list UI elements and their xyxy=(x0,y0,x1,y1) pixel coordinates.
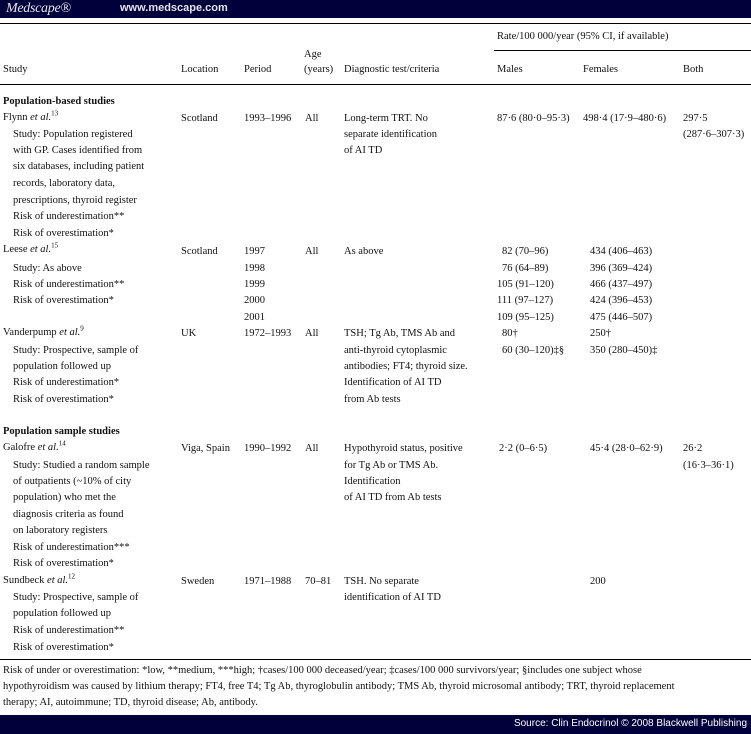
diag-line: Hypothyroid status, positive xyxy=(344,443,463,454)
diag-line: Long-term TRT. No xyxy=(344,113,428,124)
footnote-line: hypothyroidism was caused by lithium therapy; FT4, free T4; Tg Ab, thyroglobulin antibody; TMS Ab, thyroid microsomal antibody; TRT, thyroid replacement xyxy=(3,681,675,692)
diag-line: for Tg Ab or TMS Ab. xyxy=(344,460,439,471)
col-diagnostic: Diagnostic test/criteria xyxy=(344,64,440,75)
age-cell: All xyxy=(305,113,319,124)
females-cell: 466 (437–497) xyxy=(590,279,653,290)
study-detail: Study: Population registered xyxy=(13,129,133,140)
study-detail: Risk of underestimation** xyxy=(13,211,125,222)
col-males: Males xyxy=(497,64,523,75)
females-cell: 434 (406–463) xyxy=(590,246,653,257)
col-location: Location xyxy=(181,64,219,75)
footnote-line: therapy; AI, autoimmune; TD, thyroid disease; Ab, antibody. xyxy=(3,697,258,708)
footnote-line: Risk of under or overestimation: *low, **medium, ***high; †cases/100 000 deceased/year; ‡cases/100 000 survivors/year; §includes one subject whose xyxy=(3,665,642,676)
period-cell: 2001 xyxy=(244,312,265,323)
diag-line: from Ab tests xyxy=(344,394,401,405)
diag-line: of AI TD xyxy=(344,145,383,156)
header-bar xyxy=(0,0,751,18)
diag-line: As above xyxy=(344,246,384,257)
study-detail: population followed up xyxy=(13,608,111,619)
source-bar xyxy=(0,715,751,734)
period-cell: 2000 xyxy=(244,295,265,306)
location-cell: Sweden xyxy=(181,576,215,587)
study-name: Flynn et al.$^{13}$ xyxy=(3,109,59,123)
males-cell: 82 (70–96) xyxy=(502,246,549,257)
females-cell: 350 (280–450)‡ xyxy=(590,345,658,356)
study-detail: Risk of overestimation* xyxy=(13,558,114,569)
both-cell: (287·6–307·3) xyxy=(683,129,745,140)
study-detail: Study: Prospective, sample of xyxy=(13,345,139,356)
males-cell: 2·2 (0–6·5) xyxy=(499,443,548,454)
study-detail: Study: Studied a random sample xyxy=(13,460,150,471)
section-heading: Population-based studies xyxy=(3,96,115,107)
study-detail: Risk of overestimation* xyxy=(13,228,114,239)
age-cell: All xyxy=(305,246,319,257)
period-cell: 1999 xyxy=(244,279,265,290)
males-cell: 60 (30–120)‡§ xyxy=(502,345,565,356)
diag-line: antibodies; FT4; thyroid size. xyxy=(344,361,468,372)
diag-line: TSH; Tg Ab, TMS Ab and xyxy=(344,328,456,339)
study-detail: population followed up xyxy=(13,361,111,372)
table-bottom-rule xyxy=(0,659,751,660)
period-cell: 1997 xyxy=(244,246,265,257)
study-detail: population) who met the xyxy=(13,492,116,503)
rate-group-rule xyxy=(494,50,751,51)
header-bottom-rule xyxy=(0,84,751,85)
females-cell: 45·4 (28·0–62·9) xyxy=(590,443,663,454)
study-detail: Risk of underestimation* xyxy=(13,377,120,388)
medscape-logo[interactable]: Medscape® xyxy=(6,1,71,16)
col-age-line2: (years) xyxy=(304,64,334,75)
study-detail: Risk of overestimation* xyxy=(13,394,114,405)
diag-line: anti-thyroid cytoplasmic xyxy=(344,345,447,356)
males-cell: 87·6 (80·0–95·3) xyxy=(497,113,570,124)
females-cell: 200 xyxy=(590,576,606,587)
diag-line: identification of AI TD xyxy=(344,592,441,603)
study-detail: diagnosis criteria as found xyxy=(13,509,124,520)
col-age-line1: Age xyxy=(304,49,322,60)
study-detail: Study: As above xyxy=(13,263,82,274)
females-cell: 250† xyxy=(590,328,611,339)
study-detail: Risk of underestimation** xyxy=(13,279,125,290)
study-detail: on laboratory registers xyxy=(13,525,108,536)
col-study: Study xyxy=(3,64,28,75)
table-top-rule xyxy=(0,23,751,24)
study-detail: of outpatients (~10% of city xyxy=(13,476,132,487)
both-cell: 26·2 xyxy=(683,443,703,454)
col-females: Females xyxy=(583,64,618,75)
males-cell: 76 (64–89) xyxy=(502,263,549,274)
study-detail: prescriptions, thyroid register xyxy=(13,195,137,206)
study-name: Vanderpump et al.$^9$ xyxy=(3,324,84,338)
diag-line: Identification xyxy=(344,476,401,487)
age-cell: All xyxy=(305,328,319,339)
col-period: Period xyxy=(244,64,272,75)
location-cell: Scotland xyxy=(181,246,218,257)
study-detail: with GP. Cases identified from xyxy=(13,145,143,156)
males-cell: 105 (91–120) xyxy=(497,279,554,290)
study-detail: records, laboratory data, xyxy=(13,178,116,189)
location-cell: UK xyxy=(181,328,197,339)
females-cell: 475 (446–507) xyxy=(590,312,653,323)
study-detail: Risk of underestimation*** xyxy=(13,542,130,553)
age-cell: 70–81 xyxy=(305,576,332,587)
females-cell: 396 (369–424) xyxy=(590,263,653,274)
females-cell: 498·4 (17·9–480·6) xyxy=(583,113,667,124)
females-cell: 424 (396–453) xyxy=(590,295,653,306)
both-cell: (16·3–36·1) xyxy=(683,460,734,471)
col-both: Both xyxy=(683,64,704,75)
study-name: Sundbeck et al.$^{12}$ xyxy=(3,572,76,586)
period-cell: 1998 xyxy=(244,263,265,274)
location-cell: Scotland xyxy=(181,113,218,124)
period-cell: 1971–1988 xyxy=(244,576,292,587)
males-cell: 111 (97–127) xyxy=(497,295,554,306)
source-credit: Source: Clin Endocrinol © 2008 Blackwell Publishing xyxy=(513,718,747,729)
period-cell: 1972–1993 xyxy=(244,328,292,339)
males-cell: 109 (95–125) xyxy=(497,312,554,323)
period-cell: 1993–1996 xyxy=(244,113,292,124)
males-cell: 80† xyxy=(502,328,518,339)
period-cell: 1990–1992 xyxy=(244,443,292,454)
study-name: Leese et al.$^{15}$ xyxy=(3,241,59,255)
location-cell: Viga, Spain xyxy=(181,443,230,454)
study-detail: Risk of overestimation* xyxy=(13,295,114,306)
both-cell: 297·5 xyxy=(683,113,708,124)
study-detail: Risk of overestimation* xyxy=(13,642,114,653)
study-detail: six databases, including patient xyxy=(13,161,145,172)
diag-line: Identification of AI TD xyxy=(344,377,442,388)
diag-line: separate identification xyxy=(344,129,437,140)
study-detail: Study: Prospective, sample of xyxy=(13,592,139,603)
study-detail: Risk of underestimation** xyxy=(13,625,125,636)
age-cell: All xyxy=(305,443,319,454)
site-url[interactable]: www.medscape.com xyxy=(120,2,228,14)
diag-line: of AI TD from Ab tests xyxy=(344,492,442,503)
diag-line: TSH. No separate xyxy=(344,576,419,587)
rate-group-header: Rate/100 000/year (95% CI, if available) xyxy=(497,31,669,42)
study-name: Galofre et al.$^{14}$ xyxy=(3,439,66,453)
section-heading: Population sample studies xyxy=(3,426,120,437)
